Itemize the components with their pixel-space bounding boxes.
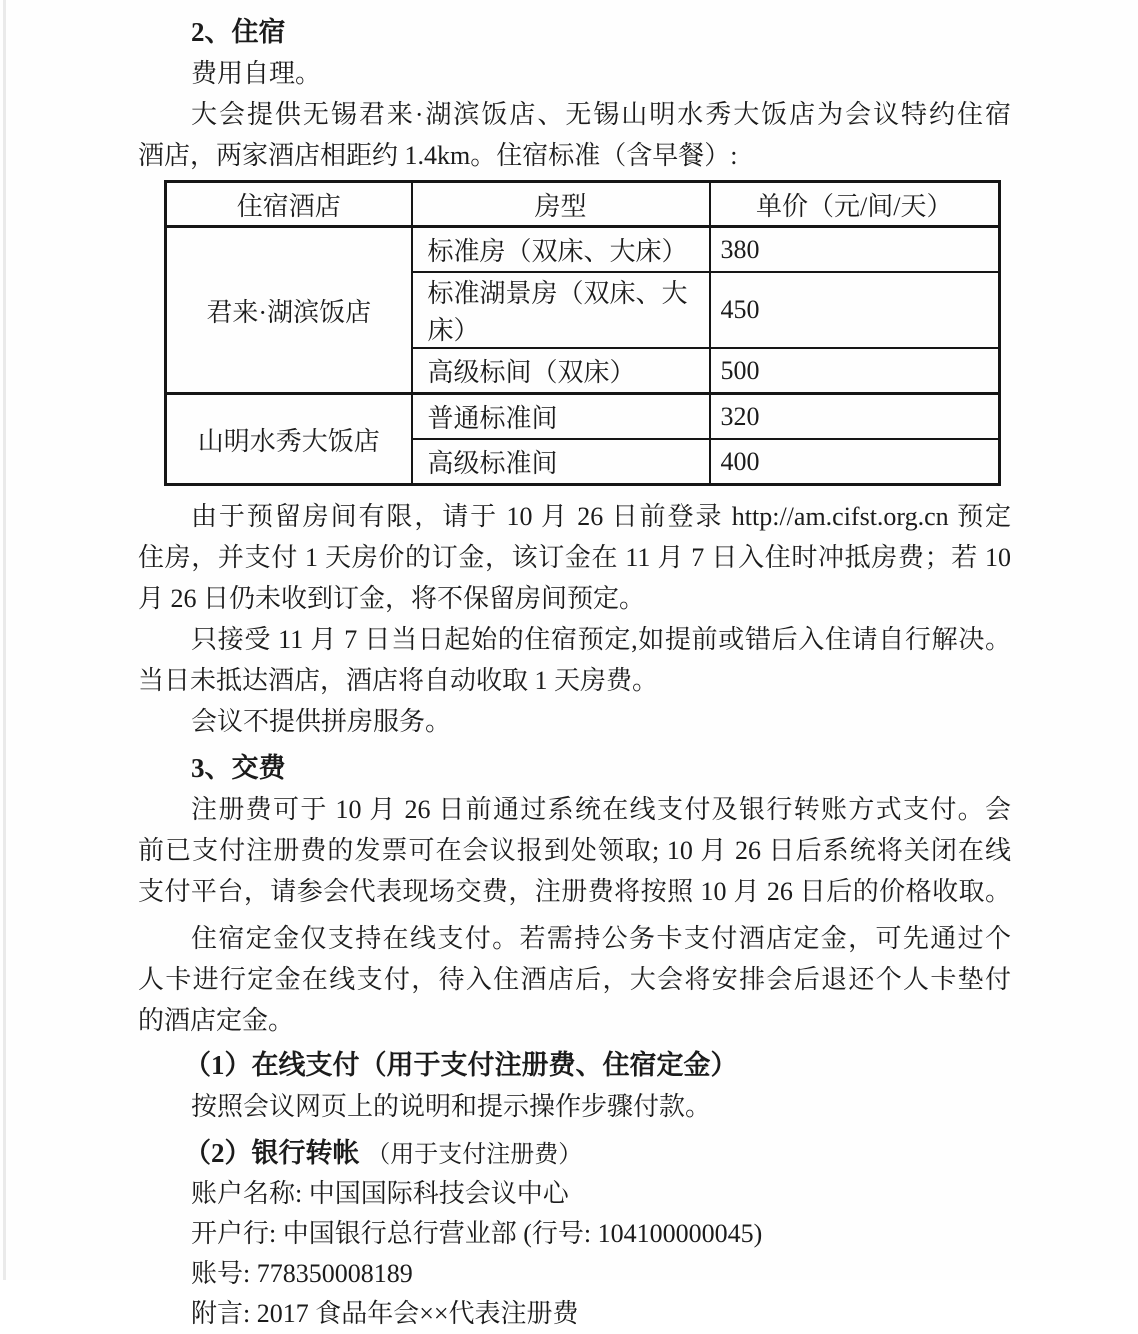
room-price-cell: 380 <box>710 227 1000 273</box>
table-header-hotel: 住宿酒店 <box>166 182 412 227</box>
room-type-cell: 高级标间（双床） <box>412 348 710 394</box>
table-row <box>166 394 1000 440</box>
room-price-cell: 400 <box>710 439 1000 485</box>
bank-account-number-line: 账号: 778350008189 <box>191 1259 413 1288</box>
no-room-sharing-line: 会议不提供拼房服务。 <box>191 707 452 736</box>
deposit-line: 人卡进行定金在线支付，待入住酒店后，大会将安排会后退还个人卡垫付 <box>138 965 1011 994</box>
hotel-name-cell: 君来·湖滨饭店 <box>166 227 412 394</box>
paragraph-hotel-intro <box>138 94 1011 176</box>
table-header-row <box>166 182 1000 227</box>
room-price-cell: 450 <box>710 272 1000 348</box>
fee-note-line: 费用自理。 <box>191 59 322 88</box>
table-row <box>166 227 1000 273</box>
paragraph-registration-fee <box>138 789 1011 912</box>
checkin-line: 只接受 11 月 7 日当日起始的住宿预定,如提前或错后入住请自行解决。 <box>191 625 1011 654</box>
hotel-intro-line: 酒店，两家酒店相距约 1.4km。住宿标准（含早餐）: <box>138 141 738 170</box>
hotel-price-table <box>164 180 1001 486</box>
bank-transfer-title: （2）银行转帐 <box>184 1138 360 1168</box>
bank-account-name-line: 账户名称: 中国国际科技会议中心 <box>191 1179 569 1208</box>
room-type-cell: 普通标准间 <box>412 394 710 440</box>
paragraph-deposit-rules <box>138 918 1011 1041</box>
subheading-bank-transfer <box>138 1133 1011 1174</box>
room-price-cell: 500 <box>710 348 1000 394</box>
hotel-intro-line: 大会提供无锡君来·湖滨饭店、无锡山明水秀大饭店为会议特约住宿 <box>191 100 1011 129</box>
online-payment-note: 按照会议网页上的说明和提示操作步骤付款。 <box>191 1092 712 1121</box>
table-header-price: 单价（元/间/天） <box>710 182 1000 227</box>
booking-line: 由于预留房间有限，请于 10 月 26 日前登录 http://am.cifst.org.cn 预定 <box>191 502 1011 531</box>
registration-line: 支付平台，请参会代表现场交费，注册费将按照 10 月 26 日后的价格收取。 <box>138 877 1011 906</box>
booking-line: 住房，并支付 1 天房价的订金，该订金在 11 月 7 日入住时冲抵房费；若 10 <box>138 543 1011 572</box>
room-type-cell: 标准房（双床、大床） <box>412 227 710 273</box>
section-heading-payment: 3、交费 <box>191 753 286 783</box>
checkin-line: 当日未抵达酒店，酒店将自动收取 1 天房费。 <box>138 666 659 695</box>
bank-branch-line: 开户行: 中国银行总行营业部 (行号: 104100000045) <box>191 1219 763 1248</box>
deposit-line: 住宿定金仅支持在线支付。若需持公务卡支付酒店定金，可先通过个 <box>191 924 1011 953</box>
room-price-cell: 320 <box>710 394 1000 440</box>
section-heading-accommodation: 2、住宿 <box>191 17 286 47</box>
registration-line: 前已支付注册费的发票可在会议报到处领取; 10 月 26 日后系统将关闭在线 <box>138 836 1011 865</box>
subheading-online-payment: （1）在线支付（用于支付注册费、住宿定金） <box>184 1050 738 1080</box>
table-header-room-type: 房型 <box>412 182 710 227</box>
deposit-line: 的酒店定金。 <box>138 1006 295 1035</box>
hotel-name-cell: 山明水秀大饭店 <box>166 394 412 485</box>
scan-edge-artifact <box>3 0 6 1280</box>
paragraph-checkin-rules <box>138 619 1011 701</box>
bank-transfer-note: （用于支付注册费） <box>366 1142 583 1168</box>
bank-memo-line: 附言: 2017 食品年会××代表注册费 <box>191 1299 579 1328</box>
room-type-cell: 高级标准间 <box>412 439 710 485</box>
paragraph-booking-rules <box>138 496 1011 619</box>
booking-line: 月 26 日仍未收到订金，将不保留房间预定。 <box>138 584 646 613</box>
document-content <box>138 12 1011 1334</box>
registration-line: 注册费可于 10 月 26 日前通过系统在线支付及银行转账方式支付。会 <box>191 795 1011 824</box>
room-type-cell: 标准湖景房（双床、大床） <box>412 272 710 348</box>
